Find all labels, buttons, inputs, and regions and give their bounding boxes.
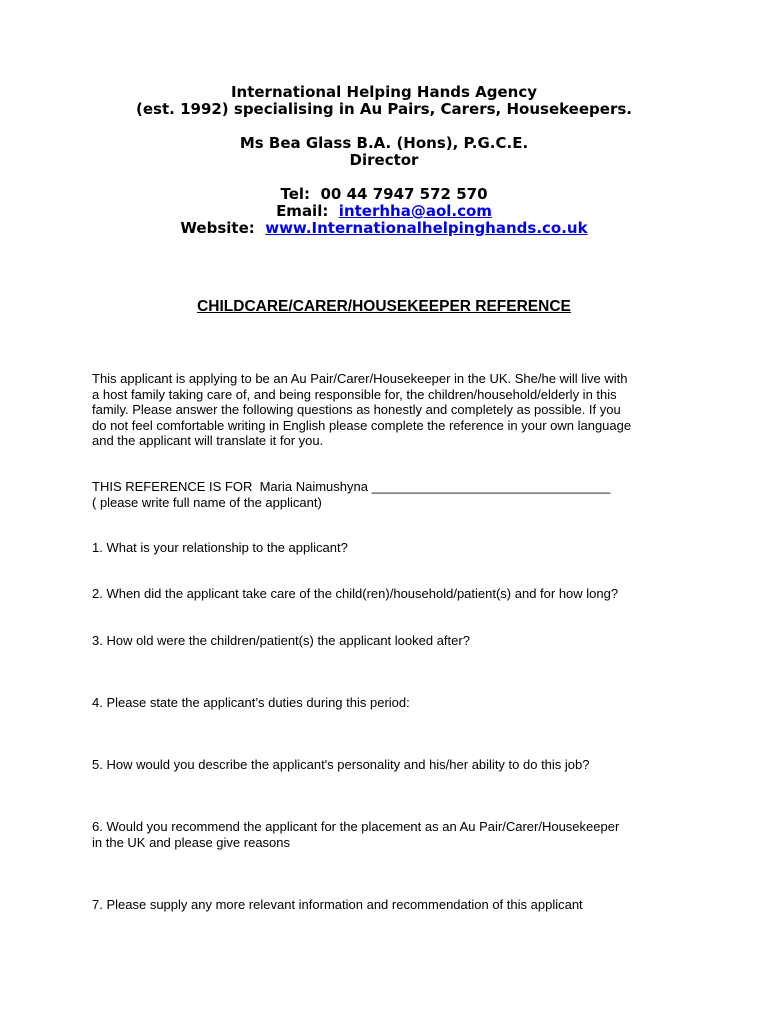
applicant-name-underline: _________________________________ bbox=[371, 479, 611, 494]
header-spacer bbox=[0, 169, 768, 186]
question-1 bbox=[92, 540, 692, 556]
tel-value: 00 44 7947 572 570 bbox=[320, 185, 488, 203]
applicant-name-field[interactable]: Maria Naimushyna bbox=[259, 479, 368, 494]
website-line bbox=[0, 220, 768, 237]
question-2 bbox=[92, 586, 692, 602]
question-text: 1. What is your relationship to the applicant? bbox=[92, 540, 348, 555]
email-link[interactable]: interhha@aol.com bbox=[338, 202, 492, 220]
intro-line: family. Please answer the following questions as honestly and completely as possible. If you bbox=[92, 402, 621, 417]
question-text: 2. When did the applicant take care of the child(ren)/household/patient(s) and for how long? bbox=[92, 586, 619, 601]
question-text: 6. Would you recommend the applicant for the placement as an Au Pair/Carer/Housekeeper bbox=[92, 819, 620, 834]
question-text: 7. Please supply any more relevant information and recommendation of this applicant bbox=[92, 897, 583, 912]
intro-line: do not feel comfortable writing in English please complete the reference in your own language bbox=[92, 417, 632, 433]
email-line bbox=[0, 203, 768, 220]
question-text: 3. How old were the children/patient(s) the applicant looked after? bbox=[92, 633, 470, 648]
question-text: in the UK and please give reasons bbox=[92, 834, 291, 850]
reference-for-line bbox=[92, 479, 692, 495]
reference-for-block bbox=[92, 479, 692, 510]
question-7 bbox=[92, 897, 692, 913]
agency-header bbox=[0, 84, 768, 237]
reference-for-hint: ( please write full name of the applicant) bbox=[92, 494, 322, 510]
director-name: Ms Bea Glass B.A. (Hons), P.G.C.E. bbox=[239, 134, 529, 152]
agency-name: International Helping Hands Agency bbox=[230, 83, 538, 101]
tel-label: Tel: bbox=[280, 185, 311, 203]
intro-line: This applicant is applying to be an Au Pair/Carer/Housekeeper in the UK. She/he will live with bbox=[92, 371, 628, 386]
intro-line: and the applicant will translate it for you. bbox=[92, 433, 324, 448]
email-label: Email: bbox=[276, 202, 329, 220]
reference-for-label: THIS REFERENCE IS FOR bbox=[92, 479, 253, 494]
question-4 bbox=[92, 695, 692, 711]
question-5 bbox=[92, 757, 692, 773]
question-text: 5. How would you describe the applicant's personality and his/her ability to do this job? bbox=[92, 757, 590, 772]
website-label: Website: bbox=[180, 219, 255, 237]
question-text: 4. Please state the applicant’s duties during this period: bbox=[92, 695, 410, 710]
intro-paragraph bbox=[92, 371, 692, 449]
question-6 bbox=[92, 819, 692, 850]
document-title: CHILDCARE/CARER/HOUSEKEEPER REFERENCE bbox=[197, 298, 571, 315]
question-3 bbox=[92, 633, 692, 649]
header-spacer bbox=[0, 118, 768, 135]
director-title: Director bbox=[349, 151, 419, 169]
website-link[interactable]: www.Internationalhelpinghands.co.uk bbox=[265, 219, 588, 237]
agency-tagline: (est. 1992) specialising in Au Pairs, Carers, Housekeepers. bbox=[136, 100, 632, 118]
intro-line: a host family taking care of, and being responsible for, the children/household/elderly in this bbox=[92, 386, 617, 402]
tel-line bbox=[0, 186, 768, 203]
